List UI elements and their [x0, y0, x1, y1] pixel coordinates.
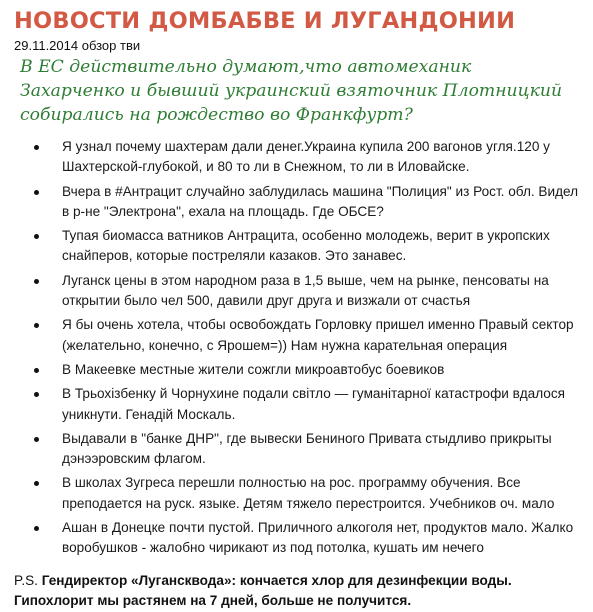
postscript-prefix: P.S. [14, 572, 42, 588]
list-item [14, 182, 584, 223]
list-item [14, 226, 584, 267]
list-item-text: Выдавали в "банке ДНР", где вывески Бениного Привата стыдливо прикрыты дэнээровским флагом. [62, 430, 552, 467]
news-list [14, 137, 584, 559]
bullet-icon [34, 368, 39, 373]
list-item-text: Ашан в Донецке почти пустой. Приличного алкоголя нет, продуктов мало. Жалко воробушков - жалобно чирикают из под потолка, кушать им нечего [62, 520, 574, 556]
bullet-icon [34, 145, 39, 150]
page-title: НОВОСТИ ДОМБАБВЕ И ЛУГАНДОНИИ [14, 8, 516, 34]
list-item [14, 473, 584, 514]
bullet-icon [34, 323, 39, 328]
post-meta: 29.11.2014 обзор тви [14, 38, 141, 53]
list-item-text: В Трьохізбенку й Чорнухине подали світло — гуманітарної катастрофи вдалося уникнути. Генадій Москаль. [62, 386, 566, 422]
list-item [14, 384, 584, 425]
list-item [14, 360, 584, 380]
article [14, 6, 584, 612]
bullet-icon [34, 526, 39, 531]
list-item [14, 315, 584, 356]
bullet-icon [34, 437, 39, 442]
list-item-text: Вчера в #Антрацит случайно заблудилась машина "Полиция" из Рост. обл. Видел в р-не "Электрона", ехала на площадь. Где ОБСЕ? [62, 183, 579, 219]
list-item [14, 518, 584, 559]
list-item-text: Тупая биомасса ватников Антрацита, особенно молодежь, верит в укропских снайперов, которые постреляли казаков. Это занавес. [62, 228, 550, 264]
bullet-icon [34, 234, 39, 239]
list-item-text: Я бы очень хотела, чтобы освобождать Горловку пришел именно Правый сектор (желательно, конечно, с Ярошем=)) Нам нужна карательная операция [62, 317, 574, 353]
list-item-text: Я узнал почему шахтерам дали денег.Украина купила 200 вагонов угля.120 у Шахтерской-глубокой, и 80 то ли в Снежном, то ли в Иловайске. [62, 139, 550, 175]
postscript-text: Гендиректор «Лугансквода»: кончается хлор для дезинфекции воды. Гипохлорит мы растянем на 7 дней, больше не получится. [14, 572, 512, 609]
list-item-text: Луганск цены в этом народном раза в 1,5 выше, чем на рынке, пенсоваты на открытии было чел 500, давили друг друга и визжали от счастья [62, 272, 549, 309]
list-item [14, 271, 584, 312]
bullet-icon [34, 279, 39, 284]
bullet-icon [34, 481, 39, 486]
postscript [14, 571, 584, 612]
list-item-text: В школах Зугреса перешли полностью на рос. программу обучения. Все преподается на руск. языке. Детям тяжело перестроится. Учебников оч. мало [62, 475, 555, 511]
bullet-icon [34, 190, 39, 195]
list-item [14, 429, 584, 470]
lead-question: В ЕС действительно думают,что автомеханик Захарченко и бывший украинский взяточник Плотницкий собирались на рождество во Франкфурт? [20, 57, 563, 125]
bullet-icon [34, 392, 39, 397]
list-item [14, 137, 584, 178]
list-item-text: В Макеевке местные жители сожгли микроавтобус боевиков [62, 361, 445, 377]
